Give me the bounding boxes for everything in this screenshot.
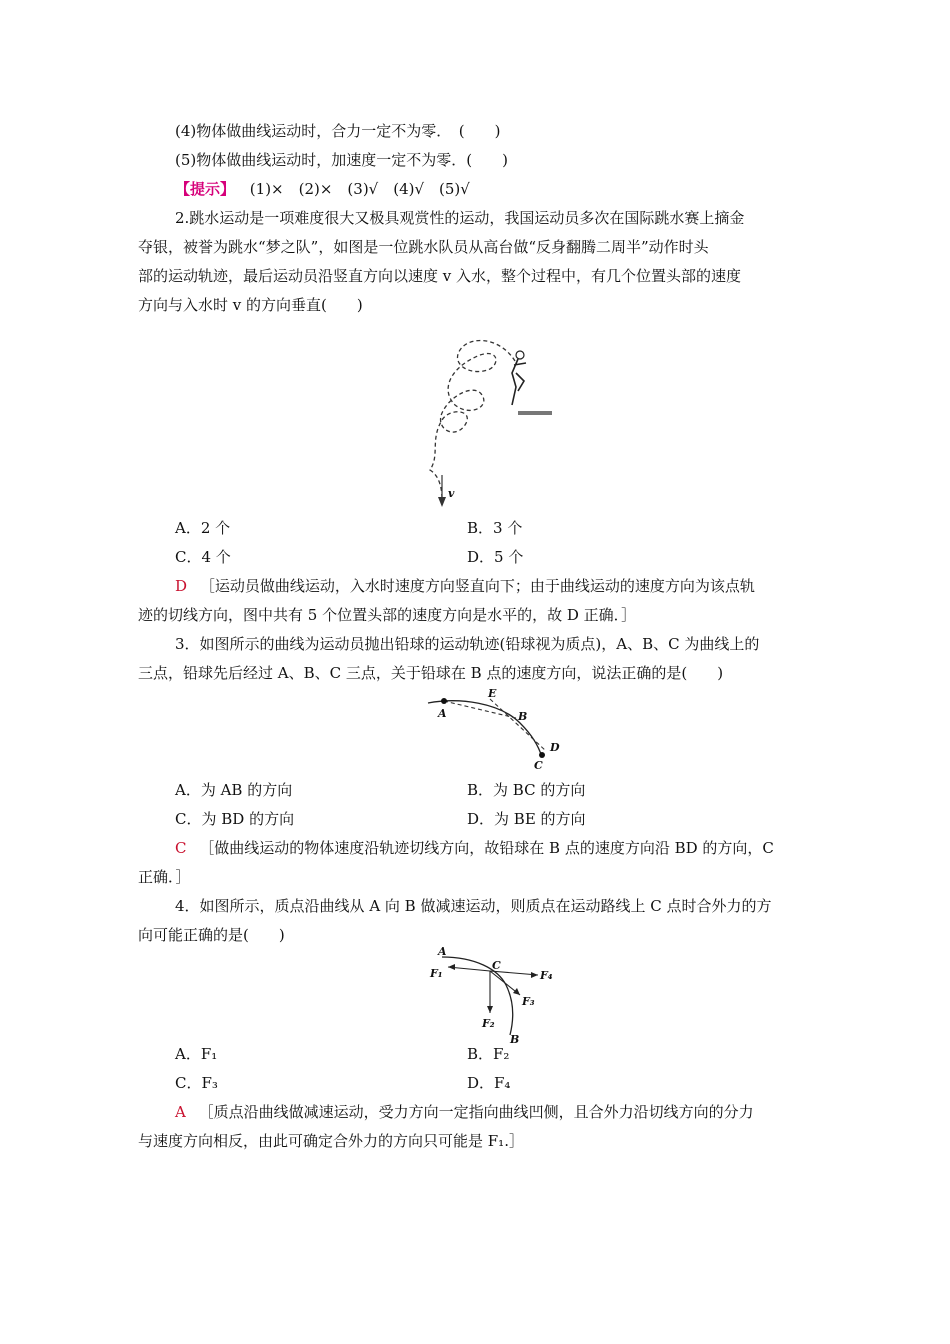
q3-option-d: D．为 BE 的方向 <box>467 810 586 828</box>
velocity-arrow-icon <box>438 497 446 507</box>
f1-arrow-icon <box>448 964 455 970</box>
q4-line-2: 向可能正确的是( ) <box>138 926 285 944</box>
trajectory-path <box>430 340 515 500</box>
q4-force-figure <box>420 943 570 1043</box>
q3-answer-text-1: ［做曲线运动的物体速度沿轨迹切线方向，故铅球在 B 点的速度方向沿 BD 的方向，C <box>199 839 774 857</box>
q2-option-d: D．5 个 <box>467 548 524 566</box>
label-f4: F₄ <box>540 969 553 982</box>
q3-answer-line-2: 正确．］ <box>138 868 191 886</box>
label-a: A <box>438 707 447 720</box>
label-b: B <box>518 710 528 723</box>
q3-option-a: A．为 AB 的方向 <box>175 781 293 799</box>
q3-line-2: 三点，铅球先后经过 A、B、C 三点，关于铅球在 B 点的速度方向，说法正确的是( ) <box>138 664 724 682</box>
label-c: C <box>492 959 501 972</box>
q2-diving-figure <box>420 325 570 510</box>
label-a: A <box>438 945 447 958</box>
q3-answer-line-1 <box>175 837 774 859</box>
q2-option-c: C．4 个 <box>175 548 231 566</box>
q2-line-4: 方向与入水时 v 的方向垂直( ) <box>138 296 363 314</box>
line-ed <box>490 699 546 751</box>
q3-answer-letter: C <box>175 839 187 857</box>
q4-option-a: A．F₁ <box>175 1045 218 1063</box>
q4-line-1: 4．如图所示，质点沿曲线从 A 向 B 做减速运动，则质点在运动路线上 C 点时合外力的方 <box>175 897 772 915</box>
tf-item-5: (5)物体做曲线运动时，加速度一定不为零．( ) <box>175 151 508 169</box>
label-b: B <box>510 1033 520 1043</box>
q4-answer-line-1 <box>175 1101 754 1123</box>
label-f3: F₃ <box>522 995 535 1008</box>
q2-option-b: B．3 个 <box>467 519 523 537</box>
q3-shot-figure <box>420 685 580 775</box>
q4-option-c: C．F₃ <box>175 1074 218 1092</box>
hint-label: 【提示】 <box>175 180 236 198</box>
q3-option-b: B．为 BC 的方向 <box>467 781 586 799</box>
tf-item-4: (4)物体做曲线运动时，合力一定不为零． ( ) <box>175 122 501 140</box>
point-c <box>539 752 545 758</box>
platform <box>518 411 552 415</box>
f2-arrow-icon <box>487 1006 493 1013</box>
point-a <box>441 698 447 704</box>
f3-arrow-icon <box>513 988 520 995</box>
q2-answer-line-2: 迹的切线方向，图中共有 5 个位置头部的速度方向是水平的，故 D 正确．］ <box>138 606 637 624</box>
hint-row <box>175 178 470 200</box>
q2-line-3: 部的运动轨迹，最后运动员沿竖直方向以速度 v 入水，整个过程中，有几个位置头部的速度 <box>138 267 742 285</box>
f4-arrow-icon <box>531 972 538 978</box>
q2-line-2: 夺银，被誉为跳水“梦之队”，如图是一位跳水队员从高台做“反身翻腾二周半”动作时头 <box>138 238 709 256</box>
q2-answer-text-1: ［运动员做曲线运动，入水时速度方向竖直向下；由于曲线运动的速度方向为该点轨 <box>199 577 755 595</box>
q4-answer-line-2: 与速度方向相反，由此可确定合外力的方向只可能是 F₁.］ <box>138 1132 524 1150</box>
q2-answer-line-1 <box>175 575 755 597</box>
q4-option-b: B．F₂ <box>467 1045 510 1063</box>
label-e: E <box>488 687 497 700</box>
q3-option-c: C．为 BD 的方向 <box>175 810 295 828</box>
velocity-label: v <box>448 487 455 500</box>
label-c: C <box>534 759 543 772</box>
q2-answer-letter: D <box>175 577 188 595</box>
hint-answers: (1)× (2)× (3)√ (4)√ (5)√ <box>249 180 470 198</box>
q3-line-1: 3．如图所示的曲线为运动员抛出铅球的运动轨迹(铅球视为质点)，A、B、C 为曲线上的 <box>175 635 760 653</box>
q4-option-d: D．F₄ <box>467 1074 511 1092</box>
label-d: D <box>550 741 560 754</box>
label-f1: F₁ <box>430 967 443 980</box>
q2-option-a: A．2 个 <box>175 519 231 537</box>
q4-answer-text-1: ［质点沿曲线做减速运动，受力方向一定指向曲线凹侧，且合外力沿切线方向的分力 <box>198 1103 754 1121</box>
label-f2: F₂ <box>482 1017 495 1030</box>
q4-answer-letter: A <box>175 1103 186 1121</box>
q2-line-1: 2.跳水运动是一项难度很大又极具观赏性的运动，我国运动员多次在国际跳水赛上摘金 <box>175 209 745 227</box>
